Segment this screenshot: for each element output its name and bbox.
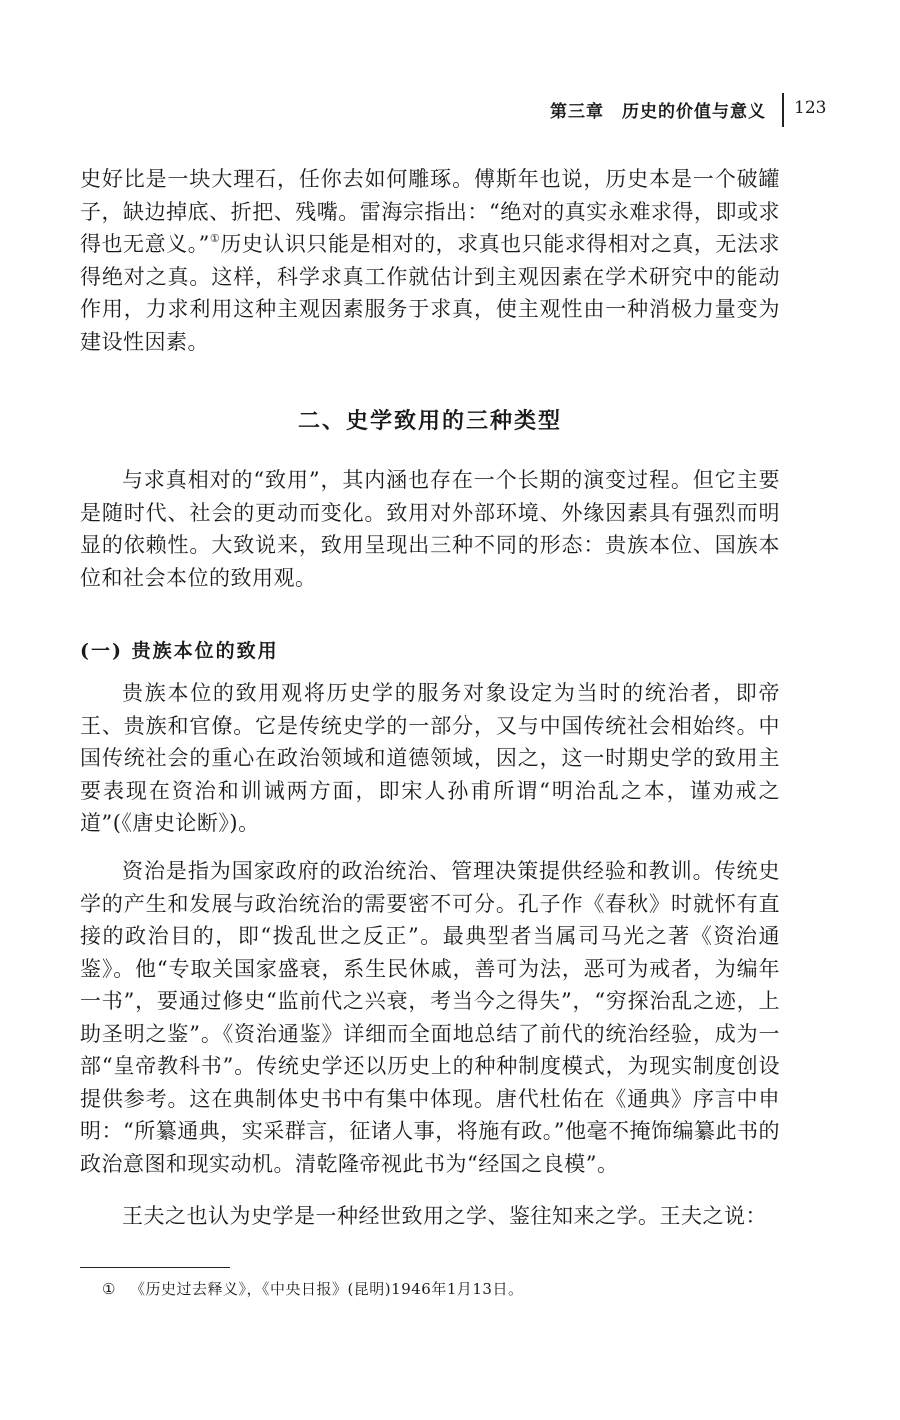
chapter-title: 第三章 历史的价值与意义 [550,102,766,122]
header-divider [782,93,784,127]
paragraph-2: 与求真相对的“致用”，其内涵也存在一个长期的演变过程。但它主要是随时代、社会的更动而变化。致用对外部环境、外缘因素具有强烈而明显的依赖性。大致说来，致用呈现出三种不同的形态：贵族本位、国族本位和社会本位的致用观。 [80,468,780,590]
paragraph-1-text-b: 历史认识只能是相对的，求真也只能求得相对之真，无法求得绝对之真。这样，科学求真工作就估计到主观因素在学术研究中的能动作用，力求利用这种主观因素服务于求真，使主观性由一种消极力量变为建设性因素。 [80,232,780,354]
paragraph-4: 资治是指为国家政府的政治统治、管理决策提供经验和教训。传统史学的产生和发展与政治统治的需要密不可分。孔子作《春秋》时就怀有直接的政治目的，即“拨乱世之反正”。最典型者当属司马光之著《资治通鉴》。他“专取关国家盛衰，系生民休戚，善可为法，恶可为戒者，为编年一书”，要通过修史“监前代之兴衰，考当今之得失”，“穷探治乱之迹，上助圣明之鉴”。《资治通鉴》详细而全面地总结了前代的统治经验，成为一部“皇帝教科书”。传统史学还以历史上的种种制度模式，为现实制度创设提供参考。这在典制体史书中有集中体现。唐代杜佑在《通典》序言中申明：“所纂通典，实采群言，征诸人事，将施有政。”他毫不掩饰编纂此书的政治意图和现实动机。清乾隆帝视此书为“经国之良模”。 [80,859,780,1176]
footnote-text: 《历史过去释义》，《中央日报》(昆明)1946年1月13日。 [129,1280,524,1298]
section-heading: 二、史学致用的三种类型 [297,409,562,434]
paragraph-1-text-a: 史好比是一块大理石，任你去如何雕琢。傅斯年也说，历史本是一个破罐子，缺边掉底、折把、残嘴。雷海宗指出：“绝对的真实永难求得，即或求得也无意义。” [80,167,780,256]
page-number: 123 [794,98,827,118]
footnote-divider [80,1267,230,1268]
subsection-heading: (一) 贵族本位的致用 [80,640,279,662]
paragraph-1 [80,163,780,358]
footnote [80,1278,523,1299]
paragraph-3: 贵族本位的致用观将历史学的服务对象设定为当时的统治者，即帝王、贵族和官僚。它是传统史学的一部分，又与中国传统社会相始终。中国传统社会的重心在政治领域和道德领域，因之，这一时期史学的致用主要表现在资治和训诫两方面，即宋人孙甫所谓“明治乱之本，谨劝戒之道”(《唐史论断》)。 [80,681,780,835]
running-header [0,93,900,129]
paragraph-5: 王夫之也认为史学是一种经世致用之学、鉴往知来之学。王夫之说： [122,1204,767,1228]
footnote-ref-1[interactable]: ① [209,232,221,245]
footnote-mark: ① [102,1280,116,1298]
